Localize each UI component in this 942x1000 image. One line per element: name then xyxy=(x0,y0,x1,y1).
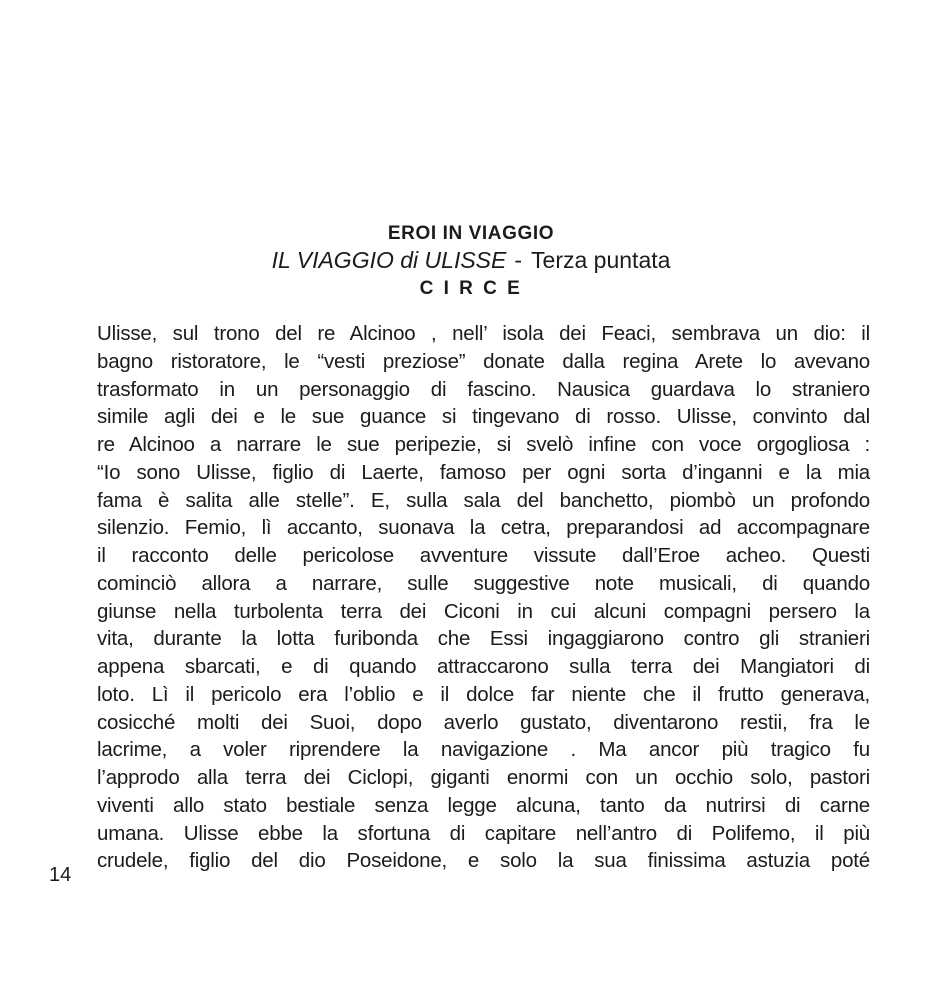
body-line: loto. Lì il pericolo era l’oblio e il dolce far niente che il frutto generava, xyxy=(97,682,870,706)
chapter-title: C I R C E xyxy=(419,278,523,299)
episode-title-separator: - xyxy=(514,247,523,273)
body-line: il racconto delle pericolose avventure vissute dall’Eroe acheo. Questi xyxy=(97,544,870,567)
body-line: silenzio. Femio, lì accanto, suonava la cetra, preparandosi ad accompagnare xyxy=(97,516,870,540)
series-title: EROI IN VIAGGIO xyxy=(387,223,555,244)
body-line: cominciò allora a narrare, sulle suggestive note musicali, di quando xyxy=(97,571,870,595)
body-line: bagno ristoratore, le “vesti preziose” donate dalla regina Arete lo avevano xyxy=(97,349,870,373)
episode-title-italic: IL VIAGGIO di ULISSE xyxy=(271,247,507,273)
body-line: lacrime, a voler riprendere la navigazione . Ma ancor più tragico fu xyxy=(97,738,870,762)
article-body xyxy=(97,320,870,875)
body-line: trasformato in un personaggio di fascino. Nausica guardava lo straniero xyxy=(97,377,870,401)
body-line: giunse nella turbolenta terra dei Ciconi in cui alcuni compagni persero la xyxy=(97,599,870,623)
body-line: appena sbarcati, e di quando attraccarono sulla terra dei Mangiatori di xyxy=(97,655,870,678)
episode-title xyxy=(0,246,942,275)
body-line: simile agli dei e le sue guance si tingevano di rosso. Ulisse, convinto dal xyxy=(97,405,870,429)
body-line: “Io sono Ulisse, figlio di Laerte, famoso per ogni sorta d’inganni e la mia xyxy=(97,460,870,484)
title-block xyxy=(0,221,942,302)
body-line: vita, durante la lotta furibonda che Essi ingaggiarono contro gli stranieri xyxy=(97,627,870,651)
body-line: l’approdo alla terra dei Ciclopi, giganti enormi con un occhio solo, pastori xyxy=(97,766,870,789)
body-line: fama è salita alle stelle”. E, sulla sala del banchetto, piombò un profondo xyxy=(97,488,870,512)
page-number: 14 xyxy=(49,864,72,886)
body-line: viventi allo stato bestiale senza legge alcuna, tanto da nutrirsi di carne xyxy=(97,793,870,817)
body-line: crudele, figlio del dio Poseidone, e solo la sua finissima astuzia poté xyxy=(97,849,870,873)
body-line: umana. Ulisse ebbe la sfortuna di capitare nell’antro di Polifemo, il più xyxy=(97,821,870,845)
body-line: re Alcinoo a narrare le sue peripezie, si svelò infine con voce orgogliosa : xyxy=(97,433,870,456)
body-line: cosicché molti dei Suoi, dopo averlo gustato, diventarono restii, fra le xyxy=(97,710,870,734)
episode-subtitle: Terza puntata xyxy=(531,247,671,273)
body-line: Ulisse, sul trono del re Alcinoo , nell’ isola dei Feaci, sembrava un dio: il xyxy=(97,322,870,345)
